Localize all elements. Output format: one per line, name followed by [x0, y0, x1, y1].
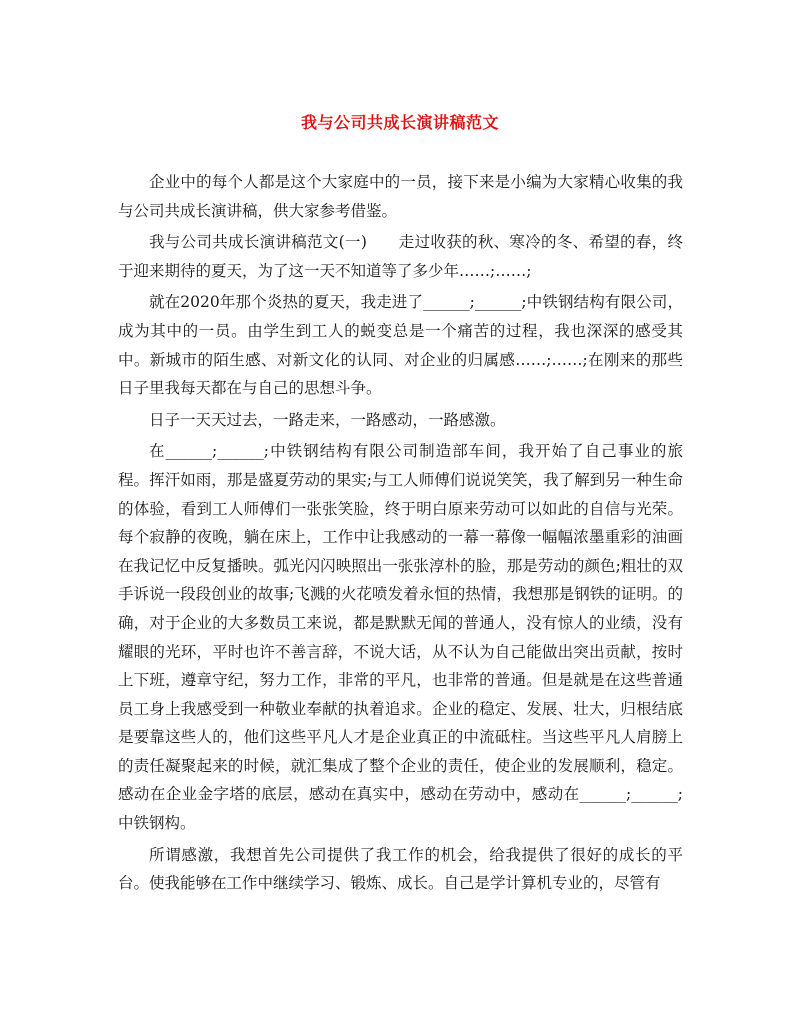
document-title: 我与公司共成长演讲稿范文: [300, 113, 499, 132]
paragraph: 企业中的每个人都是这个大家庭中的一员，接下来是小编为大家精心收集的我与公司共成长演讲稿，供大家参考借鉴。: [118, 173, 683, 220]
paragraph: 所谓感激，我想首先公司提供了我工作的机会，给我提供了很好的成长的平台。使我能够在工作中继续学习、锻炼、成长。自己是学计算机专业的，尽管有: [118, 845, 683, 893]
paragraph: 我与公司共成长演讲稿范文(一) 走过收获的秋、寒冷的冬、希望的春，终于迎来期待的夏天，为了这一天不知道等了多少年……;……;: [118, 233, 683, 280]
paragraph: 在______;______;中铁钢结构有限公司制造部车间，我开始了自己事业的旅程。挥汗如雨，那是盛夏劳动的果实;与工人师傅们说说笑笑，我了解到另一种生命的体验，看到工人师傅们一张张笑脸，终于明白原来劳动可以如此的自信与光荣。每个寂静的夜晚，躺在床上，工作中让我感动的一幕一幕像一幅幅浓墨重彩的油画在我记忆中反复播映。弧光闪闪映照出一张张淳朴的脸，那是劳动的颜色;粗壮的双手诉说一段段创业的故事;飞溅的火花喷发着永恒的热情，我想那是钢铁的证明。的确，对于企业的大多数员工来说，都是默默无闻的普通人，没有惊人的业绩，没有耀眼的光环，平时也许不善言辞，不说大话，从不认为自己能做出突出贡献，按时上下班，遵章守纪，努力工作，非常的平凡，也非常的普通。但是就是在这些普通员工身上我感受到一种敬业奉献的执着追求。企业的稳定、发展、壮大，归根结底是要靠这些人的，他们这些平凡人才是企业真正的中流砥柱。当这些平凡人肩膀上的责任凝聚起来的时候，就汇集成了整个企业的责任，使企业的发展顺利，稳定。感动在企业金字塔的底层，感动在真实中，感动在劳动中，感动在______;______;中铁钢构。: [118, 442, 683, 833]
document-body: [118, 168, 683, 901]
paragraph: 日子一天天过去，一路走来，一路感动，一路感激。: [149, 410, 506, 429]
paragraph: 就在2020年那个炎热的夏天，我走进了______;______;中铁钢结构有限公司，成为其中的一员。由学生到工人的蜕变总是一个痛苦的过程，我也深深的感受其中。新城市的陌生感、对新文化的认同、对企业的归属感……;……;在刚来的那些日子里我每天都在与自己的思想斗争。: [118, 293, 683, 398]
